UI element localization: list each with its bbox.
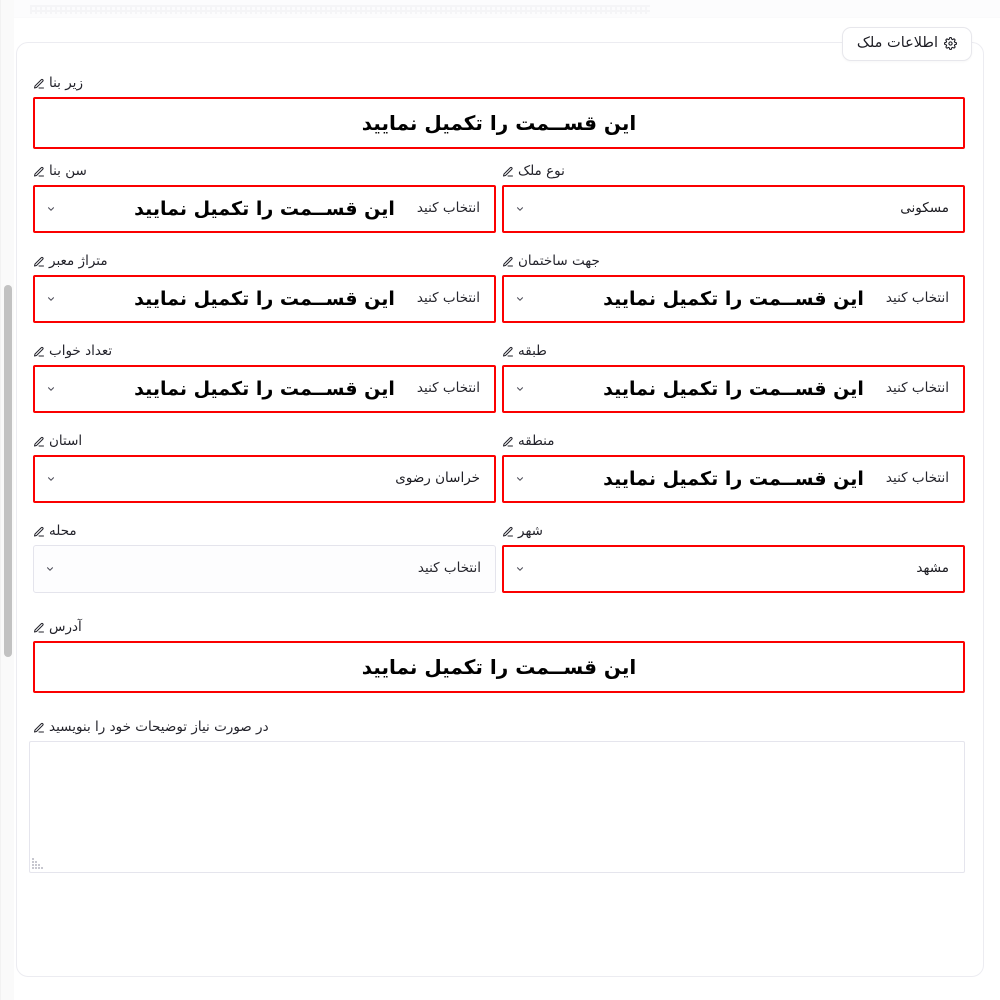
field-label-building-direction — [502, 249, 965, 275]
page-scrollbar[interactable] — [0, 0, 14, 1000]
pencil-icon — [33, 622, 45, 634]
pencil-icon — [33, 256, 45, 268]
field-label-text: تعداد خواب — [49, 343, 113, 360]
province-value: خراسان رضوی — [395, 470, 480, 487]
pencil-icon — [33, 166, 45, 178]
building-age-value: انتخاب کنید — [416, 200, 480, 217]
field-label-district — [502, 429, 965, 455]
field-label-text: نوع ملک — [518, 163, 565, 180]
province-select[interactable] — [33, 455, 496, 503]
bedrooms-value: انتخاب کنید — [416, 380, 480, 397]
building-age-select[interactable] — [33, 185, 496, 233]
resize-handle-icon[interactable] — [32, 856, 46, 870]
section-tab-label: اطلاعات ملک — [856, 35, 938, 51]
district-select[interactable] — [502, 455, 965, 503]
gear-icon — [944, 37, 957, 50]
chevron-down-icon[interactable] — [515, 474, 525, 484]
pencil-icon — [33, 78, 45, 90]
area-input[interactable] — [33, 97, 965, 149]
field-label-description — [33, 715, 965, 741]
floor-select[interactable] — [502, 365, 965, 413]
passage-area-select[interactable] — [33, 275, 496, 323]
building-direction-select[interactable] — [502, 275, 965, 323]
validation-tooltip-passage-area: این قســمت را تکمیل نمایید — [134, 288, 395, 310]
form-row-type-age — [25, 159, 973, 233]
field-label-text: متراژ معبر — [49, 253, 108, 270]
validation-tooltip-address: این قســمت را تکمیل نمایید — [361, 655, 637, 679]
validation-tooltip-building-direction: این قســمت را تکمیل نمایید — [603, 288, 864, 310]
decorative-dot-pattern — [30, 5, 650, 14]
field-property-type — [502, 159, 965, 233]
property-type-value: مسکونی — [900, 200, 949, 217]
address-input[interactable] — [33, 641, 965, 693]
field-label-text: جهت ساختمان — [518, 253, 600, 270]
property-info-card — [16, 42, 984, 977]
field-label-text: آدرس — [49, 619, 82, 636]
validation-tooltip-bedrooms: این قســمت را تکمیل نمایید — [134, 378, 395, 400]
chevron-down-icon[interactable] — [46, 204, 56, 214]
passage-area-value: انتخاب کنید — [416, 290, 480, 307]
neighborhood-value: انتخاب کنید — [417, 560, 481, 577]
form-row-floor-bedrooms — [25, 339, 973, 413]
chevron-down-icon[interactable] — [515, 564, 525, 574]
field-district — [502, 429, 965, 503]
pencil-icon — [502, 346, 514, 358]
form-row-description — [25, 715, 973, 741]
building-direction-value: انتخاب کنید — [885, 290, 949, 307]
chevron-down-icon[interactable] — [46, 294, 56, 304]
scrollbar-thumb[interactable] — [4, 285, 12, 657]
property-type-select[interactable] — [502, 185, 965, 233]
pencil-icon — [33, 722, 45, 734]
city-select[interactable] — [502, 545, 965, 593]
field-passage-area — [33, 249, 496, 323]
bedrooms-select[interactable] — [33, 365, 496, 413]
field-neighborhood — [33, 519, 496, 593]
chevron-down-icon[interactable] — [515, 204, 525, 214]
field-label-text: شهر — [518, 523, 543, 540]
field-floor — [502, 339, 965, 413]
field-label-text: استان — [49, 433, 83, 450]
field-address — [33, 615, 965, 693]
description-textarea[interactable] — [29, 741, 965, 873]
chevron-down-icon[interactable] — [46, 384, 56, 394]
field-label-text: منطقه — [518, 433, 555, 450]
form-row-city-neighborhood — [25, 519, 973, 593]
section-tab-property-info[interactable] — [842, 27, 972, 61]
pencil-icon — [502, 166, 514, 178]
pencil-icon — [502, 526, 514, 538]
field-label-text: در صورت نیاز توضیحات خود را بنویسید — [49, 719, 269, 736]
field-label-floor — [502, 339, 965, 365]
neighborhood-select[interactable] — [33, 545, 496, 593]
validation-tooltip-district: این قســمت را تکمیل نمایید — [603, 468, 864, 490]
field-label-passage-area — [33, 249, 496, 275]
field-label-bedrooms — [33, 339, 496, 365]
district-value: انتخاب کنید — [885, 470, 949, 487]
field-label-address — [33, 615, 965, 641]
form-row-area — [25, 71, 973, 149]
field-label-text: زیر بنا — [49, 75, 83, 92]
city-value: مشهد — [916, 560, 949, 577]
validation-tooltip-floor: این قســمت را تکمیل نمایید — [603, 378, 864, 400]
floor-value: انتخاب کنید — [885, 380, 949, 397]
pencil-icon — [33, 346, 45, 358]
field-label-building-age — [33, 159, 496, 185]
field-province — [33, 429, 496, 503]
field-area — [33, 71, 965, 149]
field-label-city — [502, 519, 965, 545]
form-body — [16, 43, 983, 873]
validation-tooltip-area: این قســمت را تکمیل نمایید — [361, 111, 637, 135]
chevron-down-icon[interactable] — [515, 384, 525, 394]
pencil-icon — [502, 436, 514, 448]
chevron-down-icon[interactable] — [515, 294, 525, 304]
form-row-direction-passage — [25, 249, 973, 323]
viewport-top-strip — [0, 0, 1000, 18]
chevron-down-icon[interactable] — [45, 564, 55, 574]
field-label-text: محله — [49, 523, 77, 540]
field-label-neighborhood — [33, 519, 496, 545]
field-label-province — [33, 429, 496, 455]
field-label-text: سن بنا — [49, 163, 87, 180]
validation-tooltip-building-age: این قســمت را تکمیل نمایید — [134, 198, 395, 220]
field-label-area — [33, 71, 965, 97]
form-row-district-province — [25, 429, 973, 503]
pencil-icon — [33, 526, 45, 538]
pencil-icon — [33, 436, 45, 448]
field-label-text: طبقه — [518, 343, 547, 360]
field-bedrooms — [33, 339, 496, 413]
field-description — [33, 715, 965, 741]
form-row-address — [25, 615, 973, 693]
field-building-age — [33, 159, 496, 233]
field-building-direction — [502, 249, 965, 323]
field-city — [502, 519, 965, 593]
chevron-down-icon[interactable] — [46, 474, 56, 484]
pencil-icon — [502, 256, 514, 268]
field-label-property-type — [502, 159, 965, 185]
